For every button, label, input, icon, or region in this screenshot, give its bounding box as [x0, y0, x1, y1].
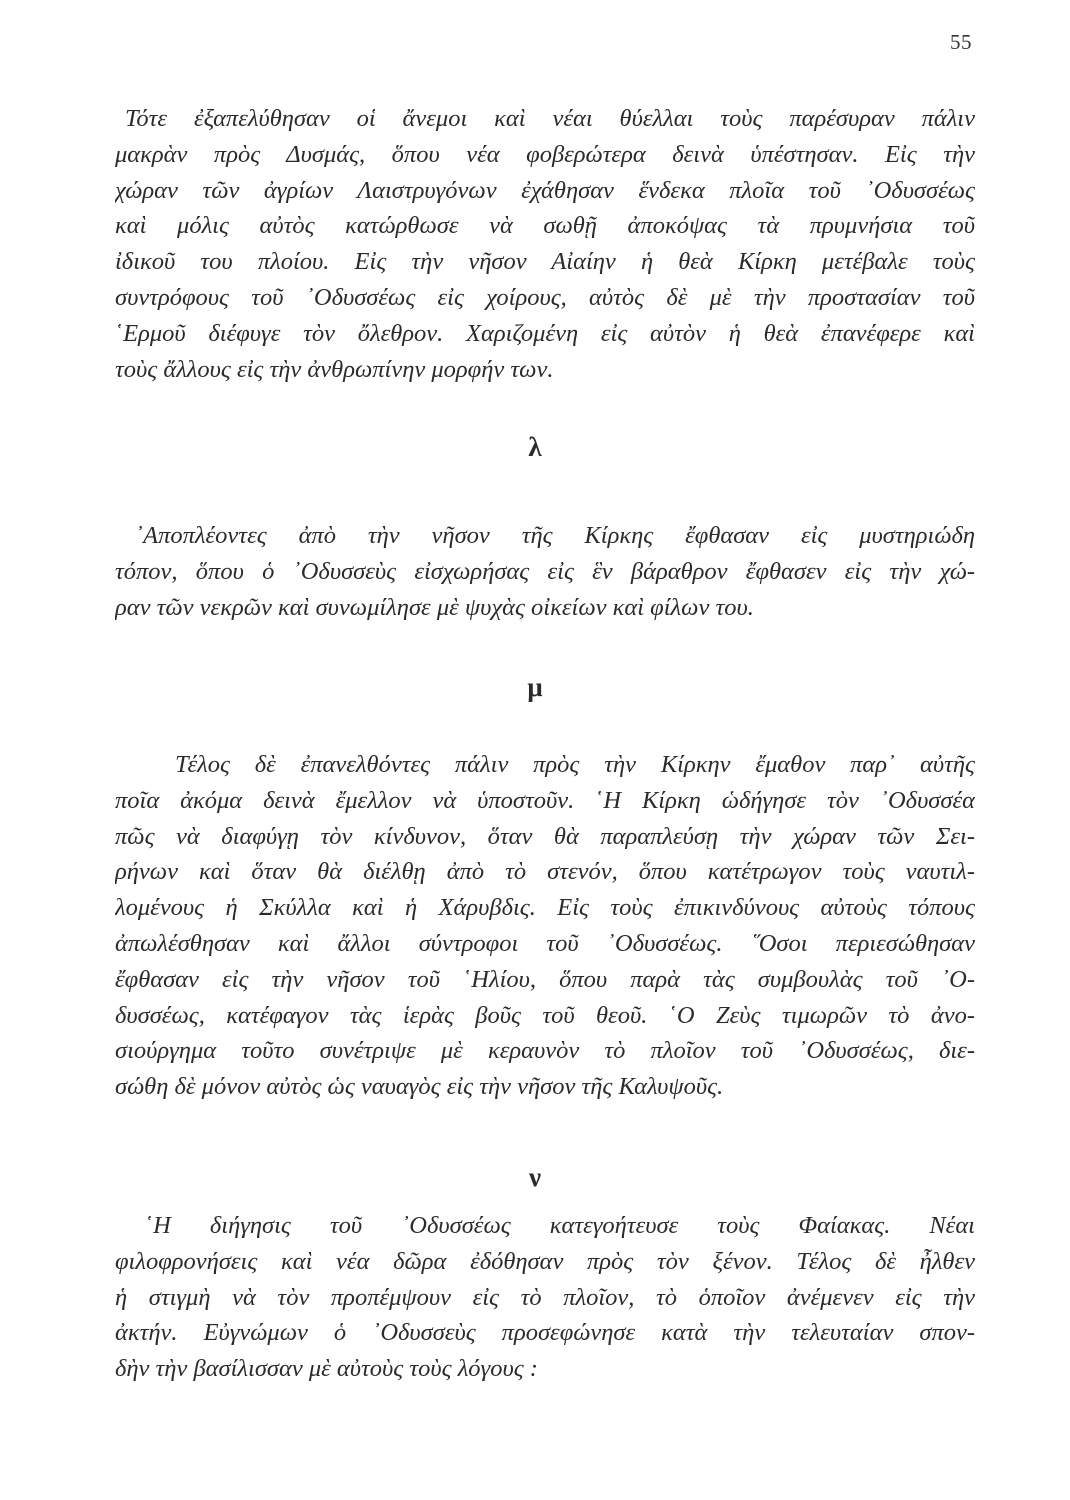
paragraph-1: [115, 101, 975, 387]
text-line: λομένους ἡ Σκύλλα καὶ ἡ Χάρυβδις. Εἰς τοὺς ἐπικινδύνους αὐτοὺς τόπους: [115, 894, 975, 922]
text-line: ἔφθασαν εἰς τὴν νῆσον τοῦ ῾Ηλίου, ὅπου παρὰ τὰς συμβουλὰς τοῦ ᾿Ο-: [115, 965, 975, 993]
text-line: συντρόφους τοῦ ᾿Οδυσσέως εἰς χοίρους, αὐτὸς δὲ μὲ τὴν προστασίαν τοῦ: [115, 283, 975, 311]
text-line: φιλοφρονήσεις καὶ νέα δῶρα ἐδόθησαν πρὸς τὸν ξένον. Τέλος δὲ ἦλθεν: [115, 1247, 975, 1275]
text-line: πῶς νὰ διαφύγῃ τὸν κίνδυνον, ὅταν θὰ παραπλεύσῃ τὴν χώραν τῶν Σει-: [115, 822, 975, 850]
text-line: ᾿Αποπλέοντες ἀπὸ τὴν νῆσον τῆς Κίρκης ἔφθασαν εἰς μυστηριώδη: [135, 522, 975, 549]
text-line: χώραν τῶν ἀγρίων Λαιστρυγόνων ἐχάθησαν ἕνδεκα πλοῖα τοῦ ᾿Οδυσσέως: [115, 176, 975, 204]
text-line: ποῖα ἀκόμα δεινὰ ἔμελλον νὰ ὑποστοῦν. ῾Η Κίρκη ὡδήγησε τὸν ᾿Οδυσσέα: [115, 786, 975, 814]
page-number: 55: [950, 30, 972, 54]
text-line: ἀπωλέσθησαν καὶ ἄλλοι σύντροφοι τοῦ ᾿Οδυσσέως. ῞Οσοι περιεσώθησαν: [115, 929, 975, 957]
text-line: ἰδικοῦ του πλοίου. Εἰς τὴν νῆσον Αἰαίην ἡ θεὰ Κίρκη μετέβαλε τοὺς: [115, 248, 975, 276]
text-line: τόπον, ὅπου ὁ ᾿Οδυσσεὺς εἰσχωρήσας εἰς ἓν βάραθρον ἔφθασεν εἰς τὴν χώ-: [115, 557, 975, 585]
text-line: σώθη δὲ μόνον αὐτὸς ὡς ναυαγὸς εἰς τὴν νῆσον τῆς Καλυψοῦς.: [115, 1073, 724, 1101]
text-line: Τέλος δὲ ἐπανελθόντες πάλιν πρὸς τὴν Κίρκην ἔμαθον παρ᾿ αὐτῆς: [175, 751, 975, 778]
text-line: ῾Ερμοῦ διέφυγε τὸν ὄλεθρον. Χαριζομένη εἰς αὐτὸν ἡ θεὰ ἐπανέφερε καὶ: [115, 319, 975, 347]
text-line: μακρὰν πρὸς Δυσμάς, ὅπου νέα φοβερώτερα δεινὰ ὑπέστησαν. Εἰς τὴν: [115, 140, 975, 168]
text-line: ραν τῶν νεκρῶν καὶ συνωμίλησε μὲ ψυχὰς οἰκείων καὶ φίλων του.: [115, 593, 754, 621]
text-line: ρήνων καὶ ὅταν θὰ διέλθῃ ἀπὸ τὸ στενόν, ὅπου κατέτρωγον τοὺς ναυτιλ-: [115, 858, 975, 886]
section-heading-mu: μ: [527, 672, 543, 702]
text-line: δυσσέως, κατέφαγον τὰς ἱερὰς βοῦς τοῦ θεοῦ. ῾Ο Ζεὺς τιμωρῶν τὸ ἀνο-: [115, 1001, 975, 1029]
section-heading-nu: ν: [528, 1162, 542, 1192]
paragraph-lambda: [115, 518, 975, 625]
paragraph-mu: [115, 747, 975, 1105]
text-line: ῾Η διήγησις τοῦ ᾿Οδυσσέως κατεγοήτευσε τοὺς Φαίακας. Νέαι: [145, 1212, 975, 1239]
text-line: σιούργημα τοῦτο συνέτριψε μὲ κεραυνὸν τὸ πλοῖον τοῦ ᾿Οδυσσέως, διε-: [115, 1037, 975, 1065]
text-line: δὴν τὴν βασίλισσαν μὲ αὐτοὺς τοὺς λόγους :: [115, 1355, 538, 1383]
text-line: Τότε ἐξαπελύθησαν οἱ ἄνεμοι καὶ νέαι θύελλαι τοὺς παρέσυραν πάλιν: [125, 105, 975, 132]
text-line: τοὺς ἄλλους εἰς τὴν ἀνθρωπίνην μορφήν των.: [115, 355, 554, 383]
section-heading-lambda: λ: [528, 432, 542, 462]
paragraph-nu: [115, 1208, 975, 1387]
text-line: ἀκτήν. Εὐγνώμων ὁ ᾿Οδυσσεὺς προσεφώνησε κατὰ τὴν τελευταίαν σπον-: [115, 1319, 975, 1347]
text-line: καὶ μόλις αὐτὸς κατώρθωσε νὰ σωθῇ ἀποκόψας τὰ πρυμνήσια τοῦ: [115, 212, 975, 240]
text-line: ἡ στιγμὴ νὰ τὸν προπέμψουν εἰς τὸ πλοῖον, τὸ ὁποῖον ἀνέμενεν εἰς τὴν: [115, 1283, 975, 1311]
